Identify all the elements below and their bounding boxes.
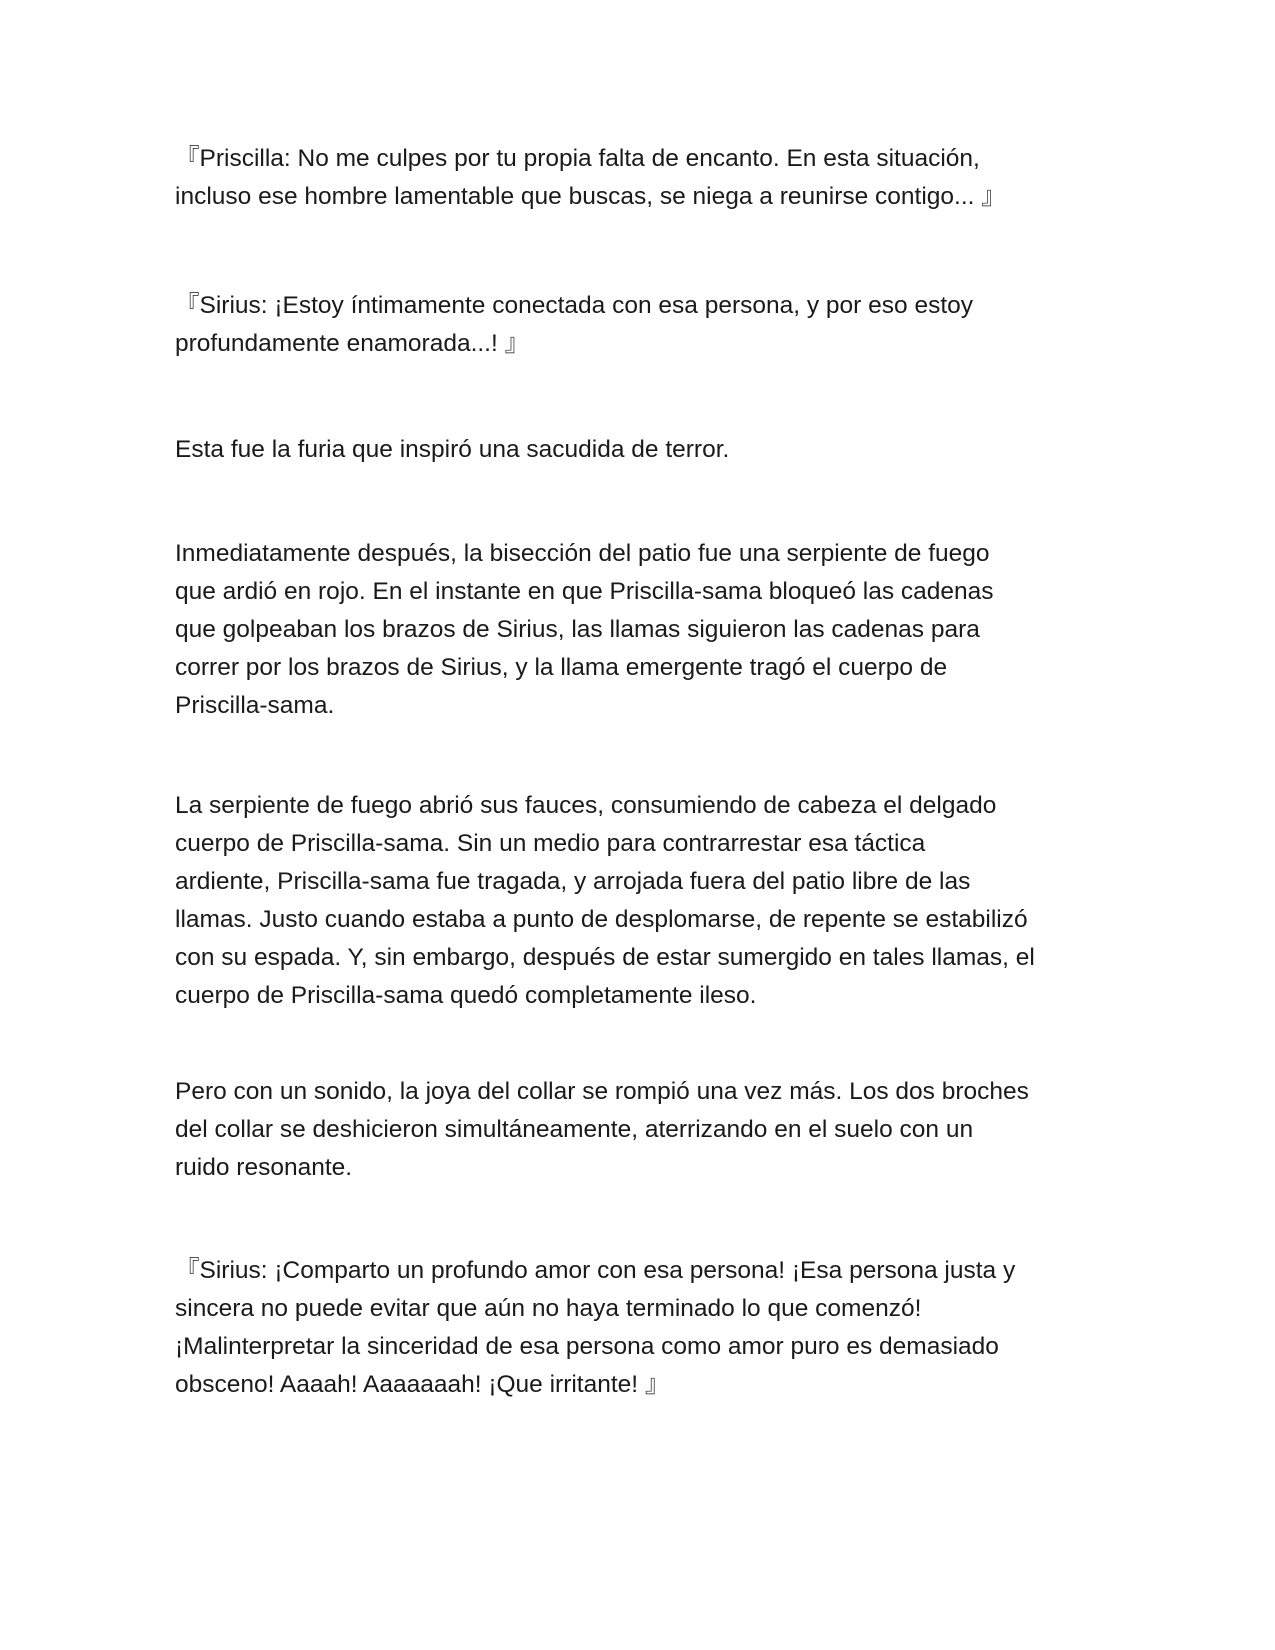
text-line: 『Sirius: ¡Estoy íntimamente conectada con esa persona, y por eso estoy [175,292,974,319]
text-line: sincera no puede evitar que aún no haya terminado lo que comenzó! [175,1295,922,1322]
text-line: cuerpo de Priscilla-sama. Sin un medio para contrarrestar esa táctica [175,830,926,857]
text-line: 『Priscilla: No me culpes por tu propia falta de encanto. En esta situación, [175,145,980,172]
paragraph-narration-3 [175,787,1105,1015]
text-line: incluso ese hombre lamentable que buscas, se niega a reunirse contigo... 』 [175,183,1006,210]
text-line: ¡Malinterpretar la sinceridad de esa persona como amor puro es demasiado [175,1333,999,1360]
text-line: Priscilla-sama. [175,692,335,719]
text-line: con su espada. Y, sin embargo, después de estar sumergido en tales llamas, el [175,944,1035,971]
text-line: correr por los brazos de Sirius, y la llama emergente tragó el cuerpo de [175,654,948,681]
paragraph-narration-4 [175,1073,1105,1187]
paragraph-narration-1 [175,431,1105,469]
paragraph-sirius-dialogue-2 [175,1252,1105,1404]
text-line: del collar se deshicieron simultáneamente, aterrizando en el suelo con un [175,1116,974,1143]
text-line: 『Sirius: ¡Comparto un profundo amor con esa persona! ¡Esa persona justa y [175,1257,1016,1284]
text-line: que ardió en rojo. En el instante en que Priscilla-sama bloqueó las cadenas [175,578,994,605]
paragraph-priscilla-dialogue [175,140,1105,216]
text-line: La serpiente de fuego abrió sus fauces, consumiendo de cabeza el delgado [175,792,997,819]
text-line: ruido resonante. [175,1154,353,1181]
text-line: cuerpo de Priscilla-sama quedó completamente ileso. [175,982,757,1009]
text-line: ardiente, Priscilla-sama fue tragada, y arrojada fuera del patio libre de las [175,868,971,895]
text-line: Pero con un sonido, la joya del collar se rompió una vez más. Los dos broches [175,1078,1029,1105]
paragraph-sirius-dialogue-1 [175,287,1105,363]
text-line: llamas. Justo cuando estaba a punto de desplomarse, de repente se estabilizó [175,906,1028,933]
text-line: que golpeaban los brazos de Sirius, las llamas siguieron las cadenas para [175,616,980,643]
text-line: profundamente enamorada...! 』 [175,330,530,357]
paragraph-narration-2 [175,535,1105,725]
text-line: Inmediatamente después, la bisección del patio fue una serpiente de fuego [175,540,990,567]
text-line: Esta fue la furia que inspiró una sacudida de terror. [175,436,730,463]
text-line: obsceno! Aaaah! Aaaaaaah! ¡Que irritante! 』 [175,1371,670,1398]
